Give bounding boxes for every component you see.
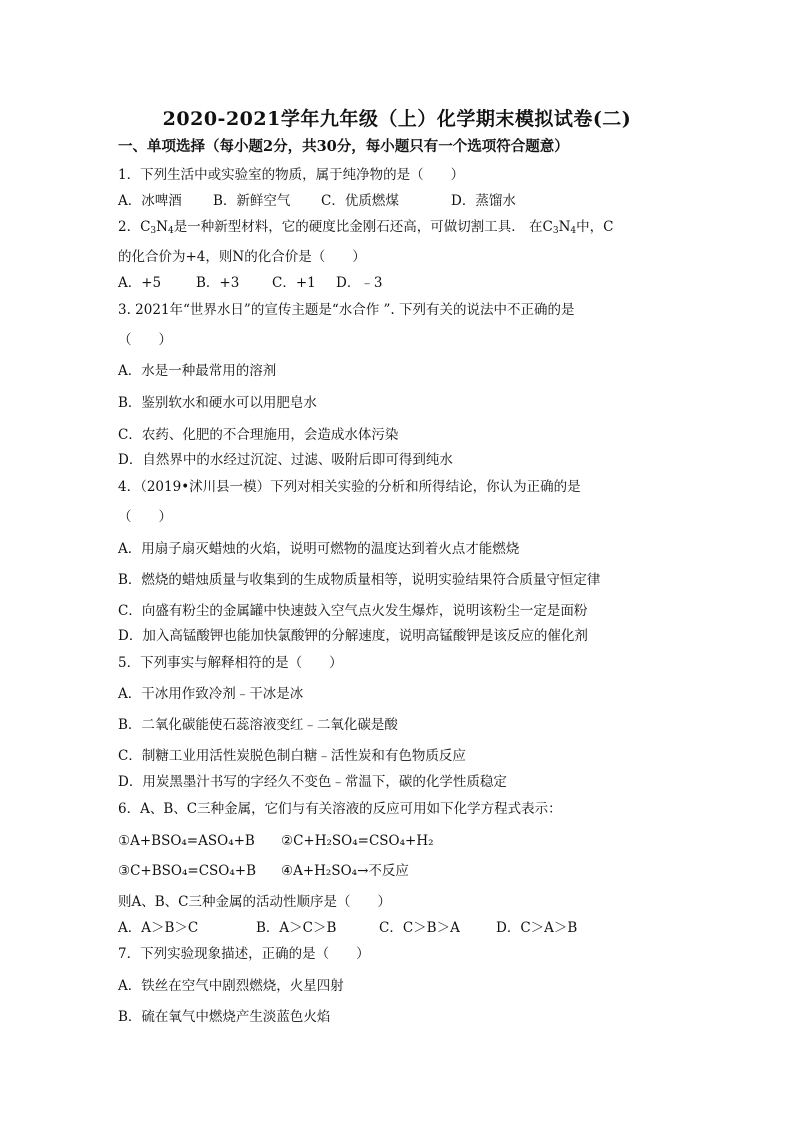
section-heading: 一、单项选择（每小题2分，共30分，每小题只有一个选项符合题意） [118,138,569,155]
page-title: 2020-2021学年九年级（上）化学期末模拟试卷(二) [162,108,632,130]
q2-text: 2．C [118,219,151,235]
q4-paren: （ ） [118,509,172,525]
q4-option-d: D．加入高锰酸钾也能加快氯酸钾的分解速度，说明高锰酸钾是该反应的催化剂 [118,628,588,644]
q2-stem-line2: 的化合价为+4，则N的化合价是（ ） [118,249,366,265]
q4-stem: 4．（2019•沭川县一模）下列对相关实验的分析和所得结论，你认为正确的是 [118,479,581,495]
q1-option-c: C．优质燃煤 [321,193,399,209]
q2-text: 是一种新型材料，它的硬度比金刚石还高，可做切割工具． 在C [173,219,553,235]
q6-equation-1: ①A+BSO₄=ASO₄+B [118,833,255,849]
q1-choices [118,192,516,210]
q2-subscript: 4 [570,226,577,236]
q6-option-a: A．A＞B＞C [118,920,199,936]
q2-option-d: D．﹣3 [336,275,383,291]
q6-equations-row2 [118,862,409,880]
q3-stem: 3. 2021年“世界水日”的宣传主题是“水合作 ”. 下列有关的说法中不正确的是 [118,302,575,318]
q6-equation-4: ④A+H₂SO₄→不反应 [281,863,409,879]
q4-option-c: C．向盛有粉尘的金属罐中快速鼓入空气点火发生爆炸，说明该粉尘一定是面粉 [118,603,588,619]
q2-text: N [156,219,168,235]
q3-option-c: C．农药、化肥的不合理施用，会造成水体污染 [118,427,399,443]
q6-option-d: D．C＞A＞B [496,920,578,936]
q5-option-d: D．用炭黑墨汁书写的字经久不变色﹣常温下，碳的化学性质稳定 [118,774,507,790]
q2-text: 中，C [576,219,614,235]
q2-option-a: A．+5 [118,275,162,291]
q2-choices [118,274,382,292]
q6-equation-3: ③C+BSO₄=CSO₄+B [118,863,256,879]
q2-text: N [558,219,571,235]
q6-choices [118,919,577,937]
q2-subscript: 3 [552,226,559,236]
q1-option-b: B．新鲜空气 [213,193,291,209]
q6-ask: 则A、B、C三种金属的活动性顺序是（ ） [118,894,391,910]
q3-paren: （ ） [118,332,172,348]
q4-option-b: B．燃烧的蜡烛质量与收集到的生成物质量相等，说明实验结果符合质量守恒定律 [118,572,601,588]
q3-option-a: A．水是一种最常用的溶剂 [118,363,277,379]
q2-stem [118,218,613,236]
q6-equations-row1 [118,832,434,850]
q2-subscript: 4 [167,226,174,236]
q6-equation-2: ②C+H₂SO₄=CSO₄+H₂ [281,833,434,849]
q3-option-b: B．鉴别软水和硬水可以用肥皂水 [118,395,317,411]
q6-option-b: B．A＞C＞B [256,920,337,936]
q7-stem: 7．下列实验现象描述，正确的是（ ） [118,946,370,962]
q5-option-a: A．干冰用作致冷剂﹣干冰是冰 [118,686,304,702]
q1-option-a: A．冰啤酒 [118,193,182,209]
q4-option-a: A．用扇子扇灭蜡烛的火焰，说明可燃物的温度达到着火点才能燃烧 [118,541,520,557]
q5-option-b: B．二氧化碳能使石蕊溶液变红﹣二氧化碳是酸 [118,717,398,733]
q6-option-c: C．C＞B＞A [379,920,460,936]
q2-option-c: C．+1 [272,275,316,291]
q7-option-b: B．硫在氧气中燃烧产生淡蓝色火焰 [118,1009,331,1025]
q6-stem: 6．A、B、C三种金属，它们与有关溶液的反应可用如下化学方程式表示： [118,801,562,817]
q1-stem: 1．下列生活中或实验室的物质，属于纯净物的是（ ） [118,167,465,183]
q5-stem: 5．下列事实与解释相符的是（ ） [118,655,343,671]
q5-option-c: C．制糖工业用活性炭脱色制白糖﹣活性炭和有色物质反应 [118,748,466,764]
q2-subscript: 3 [150,226,157,236]
q2-option-b: B．+3 [196,275,240,291]
q3-option-d: D．自然界中的水经过沉淀、过滤、吸附后即可得到纯水 [118,452,453,468]
q1-option-d: D．蒸馏水 [451,193,516,209]
q7-option-a: A．铁丝在空气中剧烈燃烧，火星四射 [118,978,344,994]
